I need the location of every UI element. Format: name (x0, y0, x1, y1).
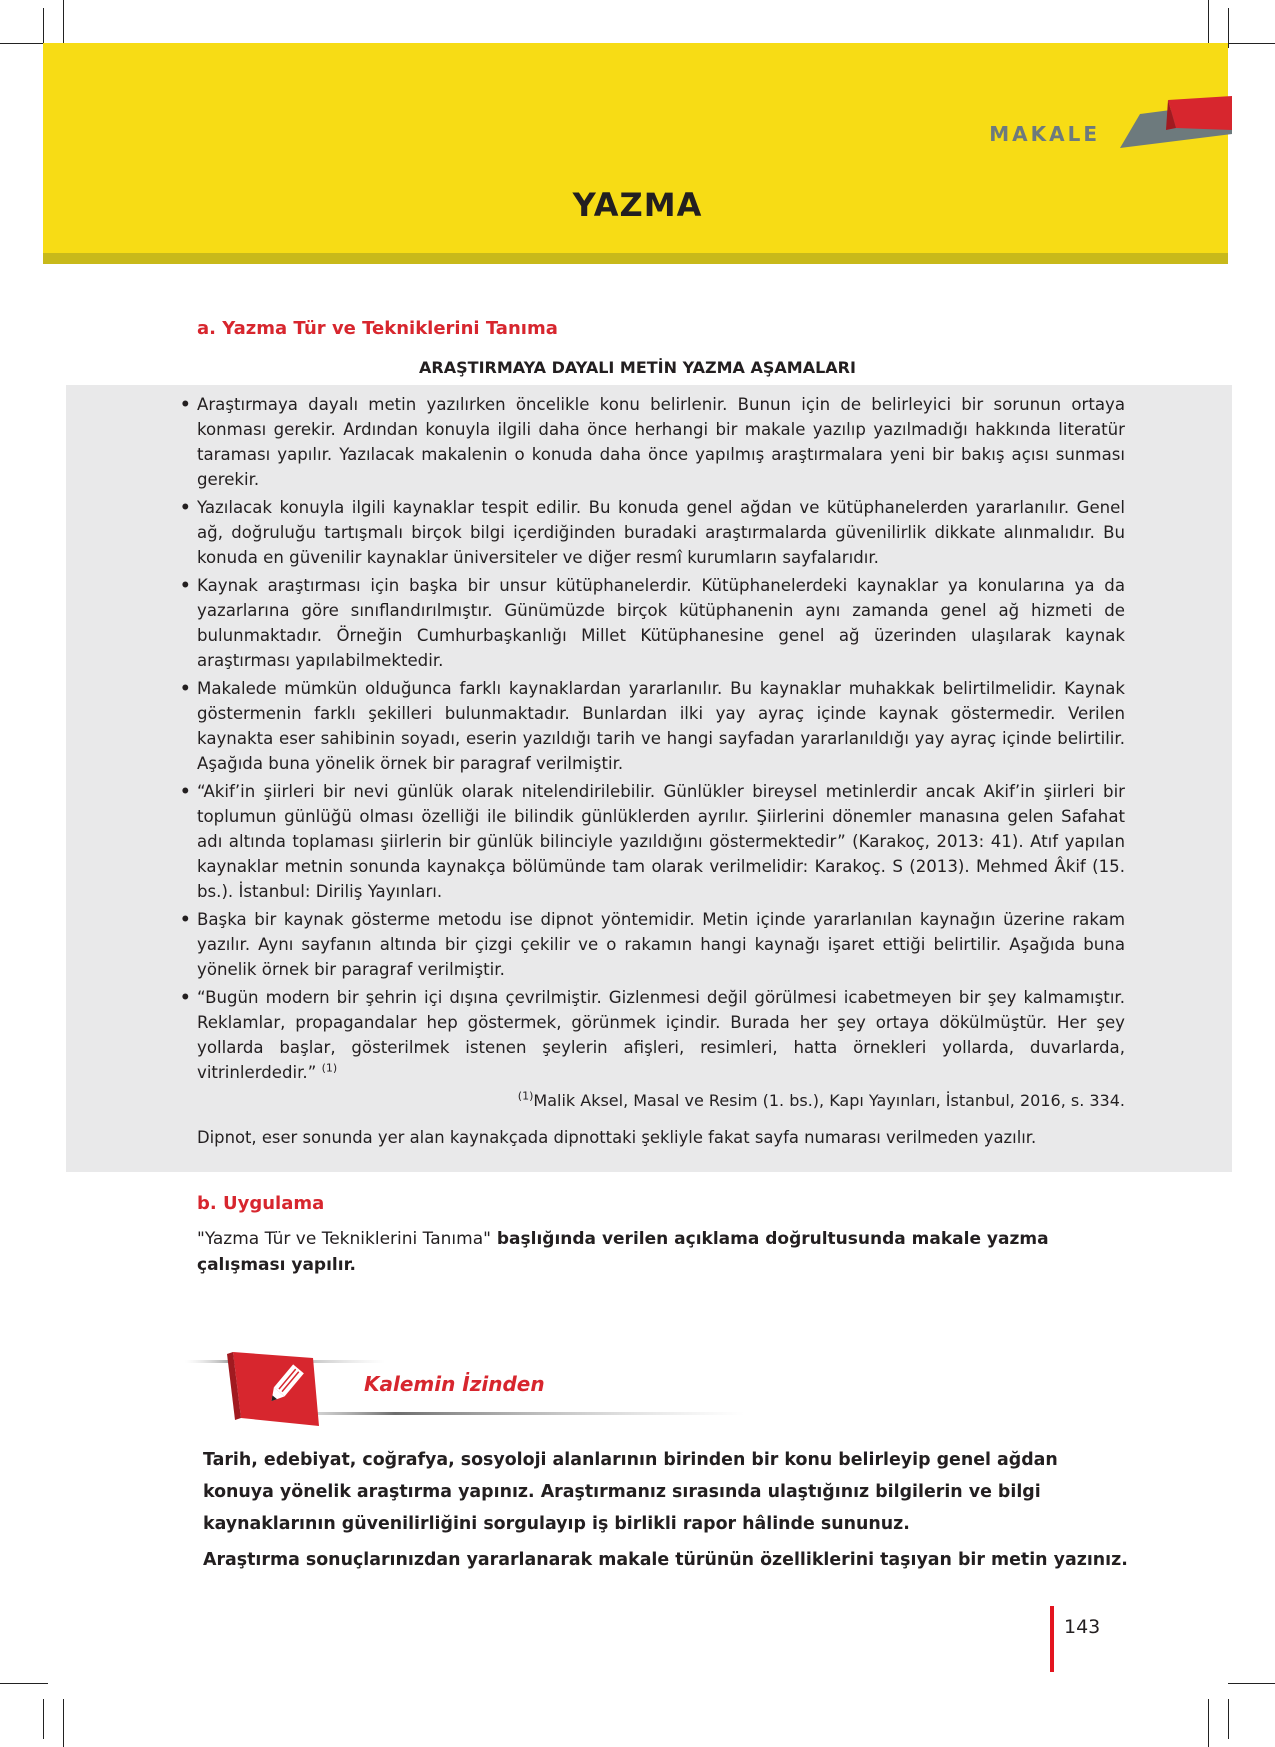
ribbon-icon (1120, 96, 1232, 154)
header-underline (43, 253, 1228, 264)
crop-mark (0, 43, 48, 44)
assignment-paragraph-2: Araştırma sonuçlarınızdan yararlanarak makale türünün özelliklerini taşıyan bir metin yazınız. (203, 1550, 1128, 1570)
crop-mark (1228, 43, 1275, 44)
bullet-icon: • (180, 576, 191, 595)
list-item: • “Akif’in şiirleri bir nevi günlük olarak nitelendirilebilir. Günlükler bireysel metinlerdir ancak Akif’in şiirleri bir toplumun günlüğü olması özelliği ile bilindik günlüklerden ayrılır. Şiirlerini dönemler manasına gelen Safahat adı altında toplaması şiirlerin bir günlük bilinciyle yazıldığını göstermektedir” (Karakoç, 2013: 41). Atıf yapılan kaynaklar metnin sonunda kaynakça bölümünde tam olarak verilmelidir: Karakoç. S (2013). Mehmed Âkif (15. bs.). İstanbul: Diriliş Yayınları. (197, 779, 1125, 904)
crop-mark (1228, 1699, 1229, 1739)
list-item: • Yazılacak konuyla ilgili kaynaklar tespit edilir. Bu konuda genel ağdan ve kütüphanelerden yararlanılır. Genel ağ, doğruluğu tartışmalı birçok bilgi içerdiğinden buradaki araştırmalarda güvenilirlik dikkate alınmalıdır. Bu konuda en güvenilir kaynaklar üniversiteler ve diğer resmî kurumların sayfalarıdır. (197, 495, 1125, 570)
section-a-heading: a. Yazma Tür ve Tekniklerini Tanıma (197, 318, 558, 339)
crop-mark (1208, 1699, 1209, 1747)
crop-mark (63, 1699, 64, 1747)
footnote-text: Malik Aksel, Masal ve Resim (1. bs.), Kapı Yayınları, İstanbul, 2016, s. 334. (533, 1091, 1125, 1110)
footnote-marker: (1) (517, 1089, 534, 1103)
task-bold: başlığında verilen açıklama doğrultusunda makale yazma çalışması yapılır. (197, 1229, 1049, 1275)
page-number: 143 (1064, 1616, 1101, 1638)
crop-mark (43, 8, 44, 48)
list-item: • Başka bir kaynak gösterme metodu ise dipnot yöntemidir. Metin içinde yararlanılan kaynağın üzerine rakam yazılır. Aynı sayfanın altında bir çizgi çekilir ve o rakamın hangi kaynağı işaret ettiği belirtilir. Aşağıda buna yönelik örnek bir paragraf verilmiştir. (197, 907, 1125, 982)
list-item: • Kaynak araştırması için başka bir unsur kütüphanelerdir. Kütüphanelerdeki kaynaklar ya konularına ya da yazarlarına göre sınıflandırılmıştır. Günümüzde birçok kütüphanenin aynı zamanda genel ağ hizmeti de bulunmaktadır. Örneğin Cumhurbaşkanlığı Millet Kütüphanesine genel ağ üzerinden ulaşılarak kaynak araştırması yapılabilmektedir. (197, 573, 1125, 673)
assignment-paragraph-1: Tarih, edebiyat, coğrafya, sosyoloji alanlarının birinden bir konu belirleyip genel ağdan konuya yönelik araştırma yapınız. Araştırmanız sırasında ulaştığınız bilgilerin ve bilgi kaynaklarının güvenilirliğini sorgulayıp iş birlikli rapor hâlinde sununuz. (203, 1450, 1058, 1534)
info-box-content (180, 392, 1125, 1150)
bullet-icon: • (180, 679, 191, 698)
crop-mark (43, 1699, 44, 1739)
crop-mark (1228, 1683, 1275, 1684)
page-number-bar (1050, 1606, 1054, 1672)
box-title: ARAŞTIRMAYA DAYALI METİN YAZMA AŞAMALARI (419, 358, 856, 377)
list-item: • “Bugün modern bir şehrin içi dışına çevrilmiştir. Gizlenmesi değil görülmesi icabetmeyen bir şey kalmamıştır. Reklamlar, propagandalar hep göstermek, görünmek içindir. Burada her şey ortaya dökülmüştür. Her şey yollarda başlar, gösterilmek istenen şeylerin afişleri, resimleri, hatta örnekleri yollarda, duvarlarda, vitrinlerdedir.” $^{(1)}$ (197, 985, 1125, 1085)
list-item: • Araştırmaya dayalı metin yazılırken öncelikle konu belirlenir. Bunun için de belirleyici bir sorunun ortaya konması gerekir. Ardından konuyla ilgili daha önce herhangi bir makale yazılıp yazılmadığı hakkında literatür taraması yapılır. Yazılacak makalenin o konuda daha önce yapılmış araştırmalara yeni bir bakış açısı sunması gerekir. (197, 392, 1125, 492)
task-text (197, 1226, 1087, 1278)
bullet-icon: • (180, 782, 191, 801)
bullet-icon: • (180, 988, 191, 1007)
crop-mark (1228, 8, 1229, 48)
footnote-ref: (1) (321, 1061, 338, 1075)
dipnot-note: Dipnot, eser sonunda yer alan kaynakçada dipnottaki şekliyle fakat sayfa numarası verilmeden yazılır. (197, 1128, 1037, 1147)
section-b-heading: b. Uygulama (197, 1193, 325, 1214)
crop-mark (0, 1683, 48, 1684)
pencil-icon (258, 1358, 312, 1412)
footnote (197, 1088, 1125, 1113)
section-label: MAKALE (989, 122, 1100, 146)
bullet-icon: • (180, 395, 191, 414)
task-quote: "Yazma Tür ve Tekniklerini Tanıma" (197, 1229, 491, 1249)
crop-mark (63, 0, 64, 48)
kalem-title: Kalemin İzinden (364, 1372, 545, 1396)
bullet-icon: • (180, 910, 191, 929)
page-title: YAZMA (572, 186, 703, 224)
list-item: • Makalede mümkün olduğunca farklı kaynaklardan yararlanılır. Bu kaynaklar muhakkak belirtilmelidir. Kaynak göstermenin farklı şekilleri bulunmaktadır. Bunlardan ilki yay ayraç içinde kaynak göstermedir. Verilen kaynakta eser sahibinin soyadı, eserin yazıldığı tarih ve hangi sayfadan yararlanıldığı yay ayraç içinde belirtilir. Aşağıda buna yönelik örnek bir paragraf verilmiştir. (197, 676, 1125, 776)
bullet-icon: • (180, 498, 191, 517)
assignment-text (203, 1444, 1133, 1580)
steps-list (180, 392, 1125, 1085)
crop-mark (1208, 0, 1209, 48)
